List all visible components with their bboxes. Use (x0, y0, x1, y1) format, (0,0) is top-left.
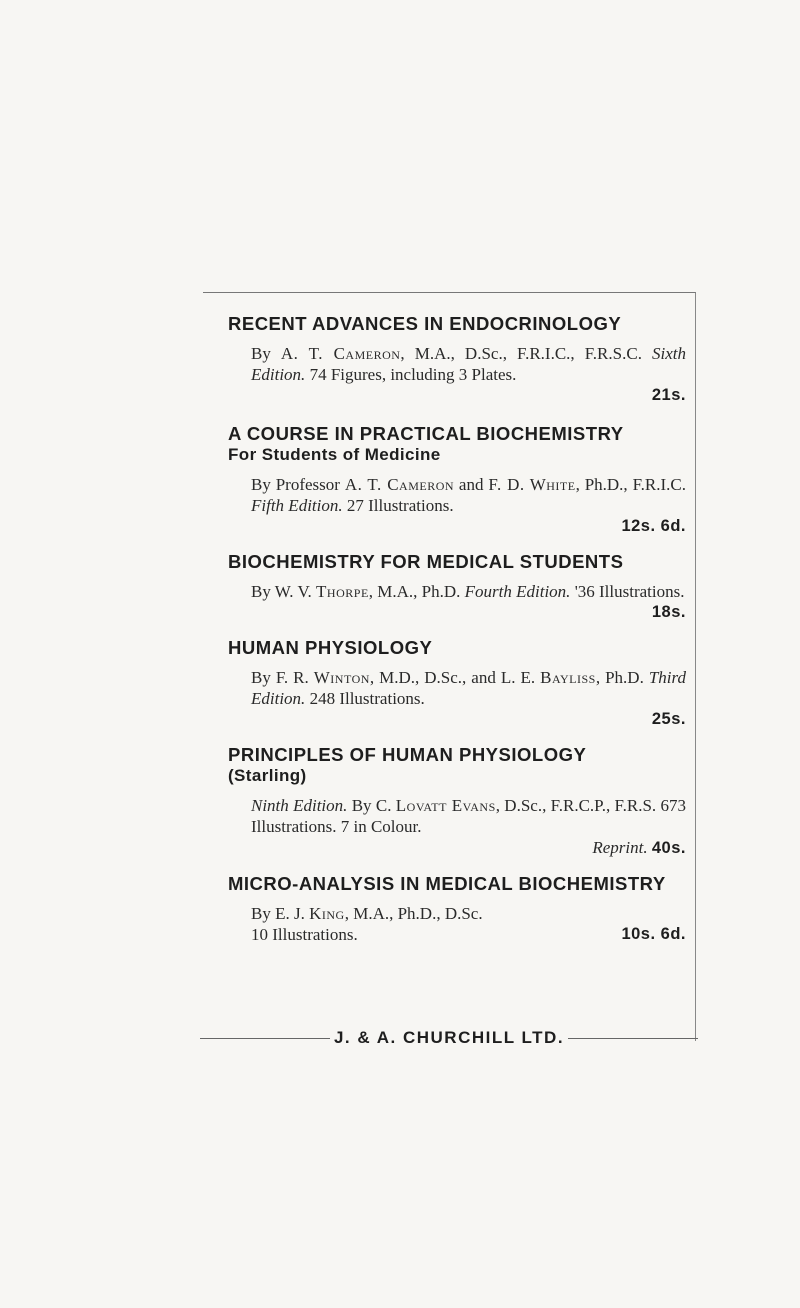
book-subtitle: For Students of Medicine (228, 445, 441, 464)
illustrations: 10 Illustrations. (251, 925, 358, 944)
book-title: BIOCHEMISTRY FOR MEDICAL STUDENTS (228, 551, 624, 572)
author-prefix: By Professor (251, 475, 345, 494)
illustrations: 248 Illustrations. (305, 689, 425, 708)
author-name-2: Bayliss (540, 668, 596, 687)
book-entry-endocrinology (228, 313, 686, 406)
author-prefix: By W. V. (251, 582, 317, 601)
illustrations: '36 Illustrations. (570, 582, 685, 601)
author-prefix: By C. (347, 796, 396, 815)
book-description (251, 343, 686, 406)
author-credentials: , Ph.D., F.R.I.C. (575, 475, 686, 494)
author-prefix: By F. R. (251, 668, 314, 687)
book-description (251, 667, 686, 730)
edition: Fourth Edition. (464, 582, 571, 601)
book-title: MICRO-ANALYSIS IN MEDICAL BIOCHEMISTRY (228, 873, 666, 894)
author-credentials: , M.A., Ph.D., D.Sc. (344, 904, 483, 923)
author-joiner: , M.D., D.Sc., and L. E. (369, 668, 541, 687)
publisher-footer (200, 1028, 698, 1048)
edition: Sixth Edition. (251, 344, 686, 384)
author-name: Lovatt Evans (395, 796, 496, 815)
price: 25s. (651, 710, 686, 728)
author-prefix: By E. J. (251, 904, 310, 923)
book-title: A COURSE IN PRACTICAL BIOCHEMISTRY (228, 423, 624, 444)
publisher-name: J. & A. CHURCHILL LTD. (333, 1028, 565, 1047)
author-name: A. T. Cameron (280, 344, 401, 363)
edition: Third Edition. (251, 668, 686, 708)
price: 18s. (651, 603, 686, 621)
book-description (251, 795, 686, 859)
author-prefix: By (251, 344, 281, 363)
author-name: A. T. Cameron (344, 475, 455, 494)
price: 21s. (651, 386, 686, 404)
price: 12s. 6d. (621, 517, 686, 535)
book-title: PRINCIPLES OF HUMAN PHYSIOLOGY (228, 744, 587, 765)
price: 10s. 6d. (621, 925, 686, 943)
illustrations: 27 Illustrations. (342, 496, 454, 515)
author-name: Thorpe (316, 582, 369, 601)
footer-rule-right (568, 1038, 698, 1039)
edition: Ninth Edition. (251, 796, 348, 815)
price: 40s. (651, 839, 686, 857)
author-credentials: , Ph.D. (595, 668, 649, 687)
book-title: HUMAN PHYSIOLOGY (228, 637, 433, 658)
author-credentials: , D.Sc., F.R.C.P., F.R.S. 673 Illustrations. 7 in Colour. (251, 796, 686, 836)
book-entry-principles-physiology (228, 744, 686, 859)
author-name-2: F. D. White (488, 475, 576, 494)
reprint-note: Reprint. (592, 838, 648, 857)
book-entry-biochemistry-medical (228, 551, 686, 623)
author-name: King (309, 904, 345, 923)
book-title: RECENT ADVANCES IN ENDOCRINOLOGY (228, 313, 622, 334)
book-subtitle: (Starling) (228, 766, 307, 785)
book-list (228, 313, 686, 959)
author-credentials: , M.A., D.Sc., F.R.I.C., F.R.S.C. (400, 344, 652, 363)
author-name: Winton (313, 668, 370, 687)
book-description (251, 474, 686, 537)
illustrations: 74 Figures, including 3 Plates. (305, 365, 517, 384)
book-entry-human-physiology (228, 637, 686, 730)
book-description (251, 581, 686, 623)
footer-rule-left (200, 1038, 330, 1039)
book-entry-practical-biochemistry (228, 423, 686, 537)
author-credentials: , M.A., Ph.D. (368, 582, 465, 601)
author-joiner: and (454, 475, 489, 494)
edition: Fifth Edition. (251, 496, 343, 515)
book-entry-micro-analysis (228, 873, 686, 945)
book-description (251, 903, 686, 945)
